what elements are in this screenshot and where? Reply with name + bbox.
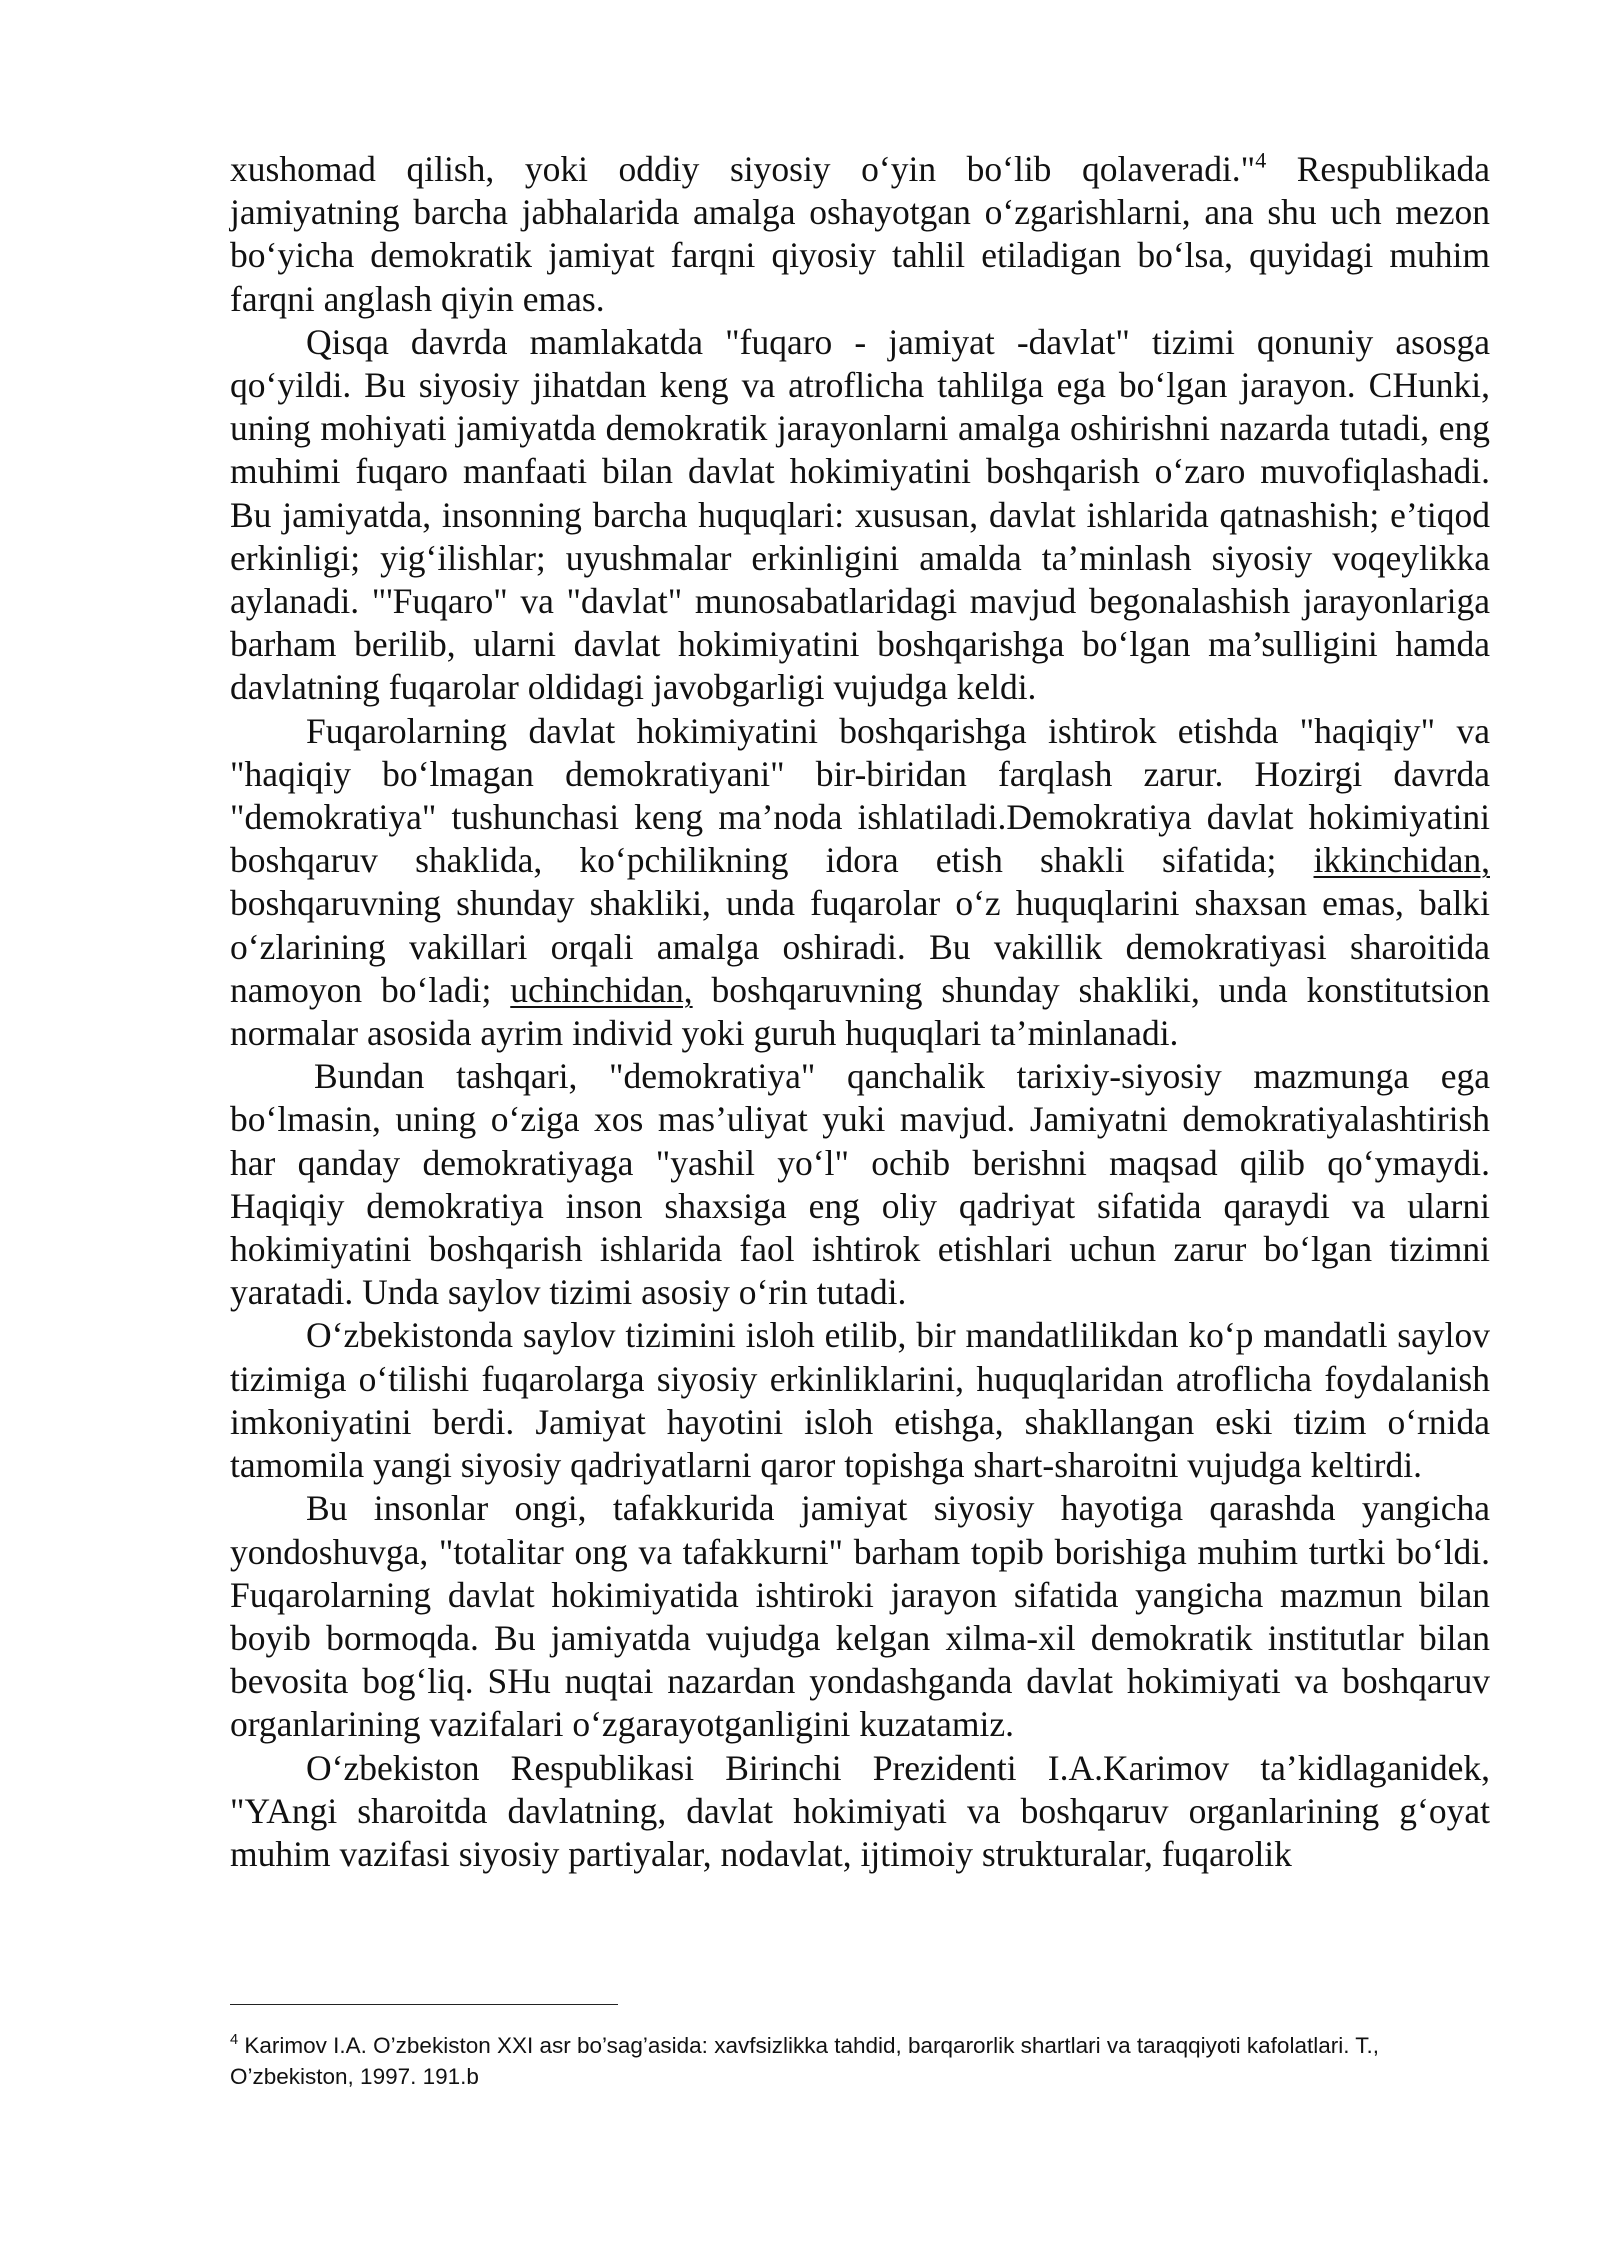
underlined-term-ikkinchidan: ikkinchidan, [1313,840,1490,881]
paragraph-7 [230,1747,1490,1877]
underlined-term-uchinchidan: uchinchidan, [510,969,693,1010]
paragraph-3-text-middle: boshqaruvning shunday shakliki, unda fuqarolar o‘z huquqlarini shaxsan emas, balki o‘zlarining vakillari orqali amalga oshiradi. Bu vakillik demokratiyasi sharoitida namoyon bo‘ladi; [230,883,1490,1010]
footnote-marker: 4 [230,2032,239,2049]
paragraph-7-text: O‘zbekiston Respublikasi Birinchi Prezidenti I.A.Karimov ta’kidlaganidek, "YAngi sharoitda davlatning, davlat hokimiyati va boshqaruv organlarining g‘oyat muhim vazifasi siyosiy partiyalar, nodavlat, ijtimoiy strukturalar, fuqarolik [230,1747,1490,1874]
paragraph-5 [230,1314,1490,1487]
paragraph-4 [230,1055,1490,1314]
body-text [230,148,1490,1876]
paragraph-1-text-continued: Respublikada jamiyatning barcha jabhalarida amalga oshayotgan o‘zgarishlarni, ana shu uch mezon bo‘yicha demokratik jamiyat farqni qiyosiy tahlil etiladigan bo‘lsa, quyidagi muhim farqni anglash qiyin emas. [230,149,1490,319]
footnote-reference: 4 [1255,147,1267,173]
footnote-separator [230,2004,618,2005]
paragraph-1-text: xushomad qilish, yoki oddiy siyosiy o‘yin bo‘lib qolaveradi." [230,149,1256,189]
paragraph-3-text-end: boshqaruvning shunday shakliki, unda konstitutsion normalar asosida ayrim individ yoki guruh huquqlari ta’minlanadi. [230,969,1490,1054]
paragraph-2 [230,321,1490,710]
paragraph-5-text: O‘zbekistonda saylov tizimini isloh etilib, bir mandatlilikdan ko‘p mandatli saylov tizimiga o‘tilishi fuqarolarga siyosiy erkinliklarini, huquqlaridan atroflicha foydalanish imkoniyatini berdi. Jamiyat hayotini isloh etishga, shakllangan eski tizim o‘rnida tamomila yangi siyosiy qadriyatlarni qaror topishga shart-sharoitni vujudga keltirdi. [230,1315,1490,1486]
paragraph-6-text: Bu insonlar ongi, tafakkurida jamiyat siyosiy hayotiga qarashda yangicha yondoshuvga, "totalitar ong va tafakkurni" barham topib borishiga muhim turtki bo‘ldi. Fuqarolarning davlat hokimiyatida ishtiroki jarayon sifatida yangicha mazmun bilan boyib bormoqda. Bu jamiyatda vujudga kelgan xilma-xil demokratik institutlar bilan bevosita bog‘liq. SHu nuqtai nazardan yondashganda davlat hokimiyati va boshqaruv organlarining vazifalari o‘zgarayotganligini kuzatamiz. [230,1488,1490,1745]
paragraph-4-text: Bundan tashqari, "demokratiya" qanchalik tarixiy-siyosiy mazmunga ega bo‘lmasin, uning o‘ziga xos mas’uliyat yuki mavjud. Jamiyatni demokratiyalashtirish har qanday demokratiyaga "yashil yo‘l" ochib berishni maqsad qilib qo‘ymaydi. Haqiqiy demokratiya inson shaxsiga eng oliy qadriyat sifatida qaraydi va ularni hokimiyatini boshqarish ishlarida faol ishtirok etishlari uchun zarur bo‘lgan tizimni yaratadi. Unda saylov tizimi asosiy o‘rin tutadi. [230,1056,1490,1313]
footnote [230,2030,1500,2092]
footnote-text: Karimov I.A. O’zbekiston XXI asr bo’sag’asida: xavfsizlikka tahdid, barqarorlik shartlari va taraqqiyoti kafolatlari. T., O’zbekiston, 1997. 191.b [230,2033,1380,2089]
paragraph-6 [230,1487,1490,1746]
paragraph-1 [230,148,1490,321]
paragraph-3-text: Fuqarolarning davlat hokimiyatini boshqarishga ishtirok etishda "haqiqiy" va "haqiqiy bo‘lmagan demokratiyani" bir-biridan farqlash zarur. Hozirgi davrda "demokratiya" tushunchasi keng ma’noda ishlatiladi.Demokratiya davlat hokimiyatini boshqaruv shaklida, ko‘pchilikning idora etish shakli sifatida; [230,710,1490,881]
paragraph-2-text: Qisqa davrda mamlakatda "fuqaro - jamiyat -davlat" tizimi qonuniy asosga qo‘yildi. Bu siyosiy jihatdan keng va atroflicha tahlilga ega bo‘lgan jarayon. CHunki, uning mohiyati jamiyatda demokratik jarayonlarni amalga oshirishni nazarda tutadi, eng muhimi fuqaro manfaati bilan davlat hokimiyatini boshqarish o‘zaro muvofiqlashadi. Bu jamiyatda, insonning barcha huquqlari: xususan, davlat ishlarida qatnashish; e’tiqod erkinligi; yig‘ilishlar; uyushmalar erkinligini amalda ta’minlash siyosiy voqeylikka aylanadi. "'Fuqaro" va "davlat" munosabatlaridagi mavjud begonalashish jarayonlariga barham berilib, ularni davlat hokimiyatini boshqarishga bo‘lgan ma’sulligini hamda davlatning fuqarolar oldidagi javobgarligi vujudga keldi. [230,321,1490,708]
paragraph-3 [230,710,1490,1056]
